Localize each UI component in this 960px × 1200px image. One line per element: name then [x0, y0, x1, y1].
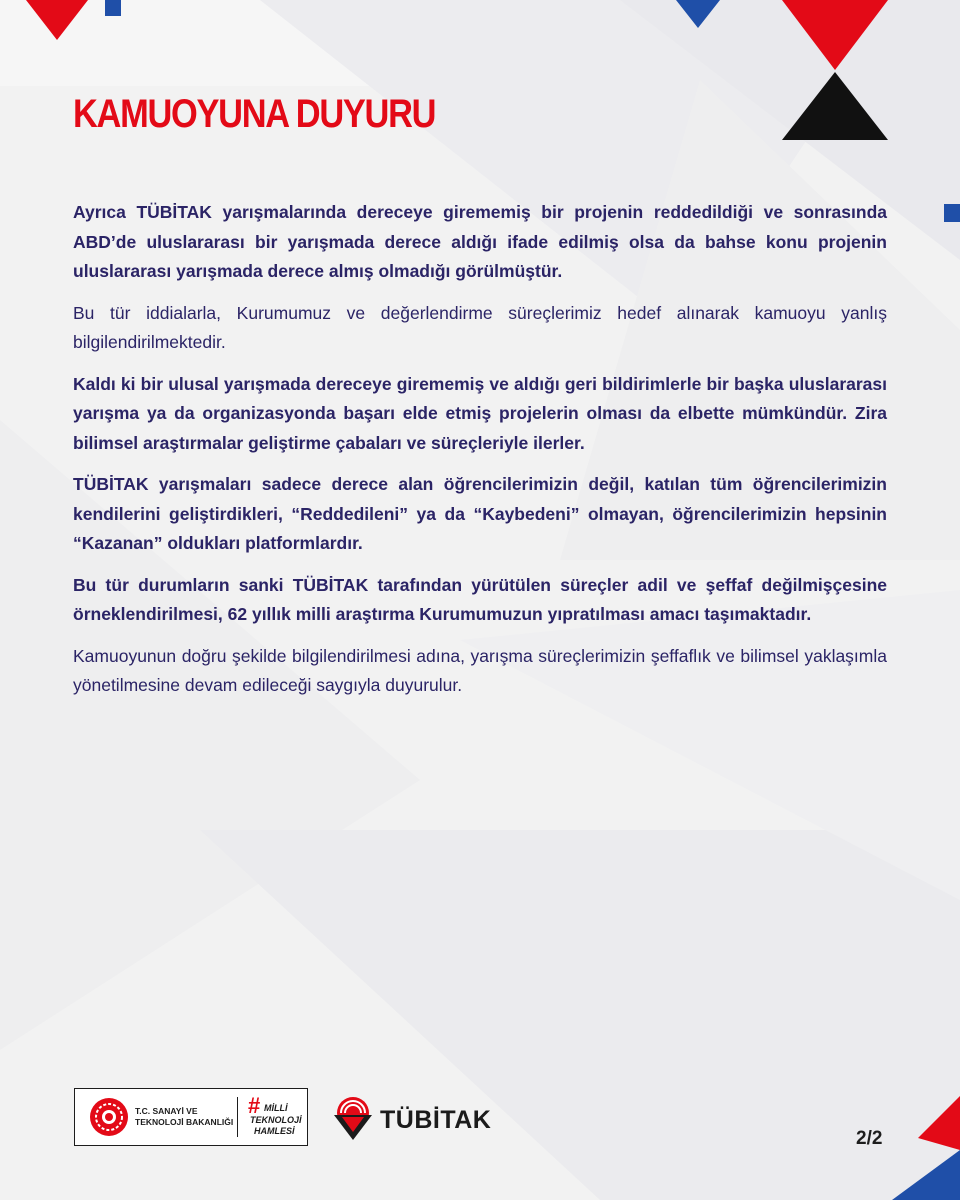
milli-line-3: HAMLESİ	[254, 1126, 295, 1136]
page-title: KAMUOYUNA DUYURU	[73, 92, 436, 136]
milli-hash: #	[248, 1093, 261, 1118]
ministry-name-line-2: TEKNOLOJİ BAKANLIĞI	[135, 1117, 234, 1127]
tubitak-wordmark: TÜBİTAK	[380, 1106, 492, 1134]
ministry-name	[135, 1106, 237, 1128]
logo-divider	[237, 1097, 238, 1137]
ministry-name-line-1: T.C. SANAYİ VE	[135, 1106, 198, 1116]
paragraph-2: Bu tür iddialarla, Kurumumuz ve değerlendirme süreçlerimiz hedef alınarak kamuoyu yanlış bilgilendirilmektedir.	[73, 302, 887, 352]
tubitak-emblem-icon	[330, 1095, 376, 1141]
paragraph-3: Kaldı ki bir ulusal yarışmada dereceye girememiş ve aldığı geri bildirimlerle bir başka uluslararası yarışma ya da organizasyonda başarı elde etmiş projelerin olması da elbette mümkündür. Zira bilimsel araştırmalar geliştirme çabaları ve süreçleriyle ilerler.	[73, 373, 887, 453]
corner-blue-square	[105, 0, 121, 16]
announcement-body	[73, 198, 887, 713]
ministry-seal-icon	[89, 1097, 129, 1137]
milli-line-2: TEKNOLOJİ	[250, 1115, 302, 1125]
paragraph-1: Ayrıca TÜBİTAK yarışmalarında dereceye girememiş bir projenin reddedildiği ve sonrasında ABD’de uluslararası bir yarışmada derece aldığı ifade edilmiş olsa da bahse konu projenin uluslararası yarışmada derece almış olmadığı görülmüştür.	[73, 202, 887, 281]
milli-teknoloji-hamlesi-logo	[246, 1093, 306, 1141]
paragraph-6: Kamuoyunun doğru şekilde bilgilendirilmesi adına, yarışma süreçlerimizin şeffaflık ve bilimsel yaklaşımla yönetilmesine devam edileceği saygıyla duyurulur.	[73, 645, 887, 695]
ministry-logo-box	[74, 1088, 308, 1146]
page-number: 2/2	[856, 1128, 883, 1149]
paragraph-5: Bu tür durumların sanki TÜBİTAK tarafından yürütülen süreçler adil ve şeffaf değilmişçesine örneklendirilmesi, 62 yıllık milli araştırma Kurumumuzun yıpratılması amacı taşımaktadır.	[73, 574, 887, 624]
paragraph-4: TÜBİTAK yarışmaları sadece derece alan öğrencilerimizin değil, katılan tüm öğrencilerimizin kendilerini geliştirdikleri, “Reddedileni” ya da “Kaybedeni” olmayan, öğrencilerimizin hepsinin “Kazanan” oldukları platformlardır.	[73, 474, 887, 553]
milli-line-1: MİLLİ	[264, 1103, 288, 1113]
side-blue-square	[944, 204, 960, 222]
